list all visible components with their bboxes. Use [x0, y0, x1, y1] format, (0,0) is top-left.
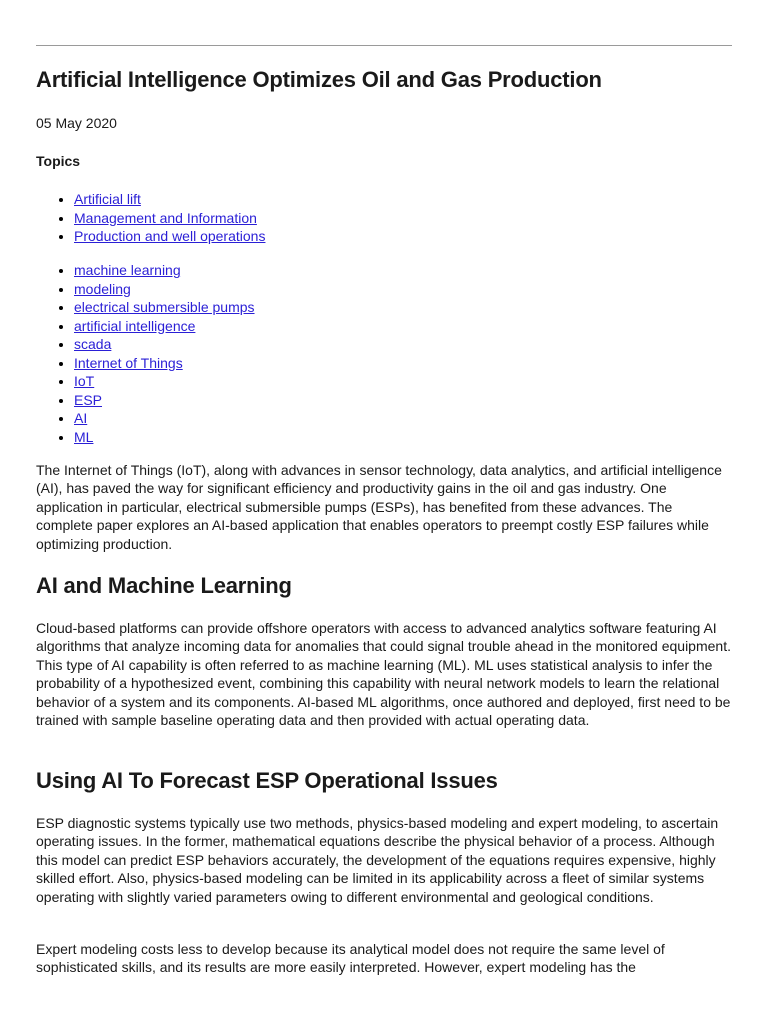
tags-list	[36, 261, 255, 446]
tag-item	[74, 409, 255, 428]
topic-link-artificial-lift[interactable]: Artificial lift	[74, 191, 141, 207]
section-heading-ai-and-machine-learning: AI and Machine Learning	[36, 573, 292, 598]
top-divider	[36, 45, 732, 46]
section-paragraph: ESP diagnostic systems typically use two methods, physics-based modeling and expert modeling, to ascertain operating issues. In the former, mathematical equations describe the physical behavior of a process. Although this model can predict ESP behaviors accurately, the development of the equations requires expensive, highly skilled effort. Also, physics-based modeling can be limited in its applicability across a fleet of similar systems operating with slightly varied parameters owing to different environmental and geological conditions.	[36, 815, 719, 905]
section-paragraph: Cloud-based platforms can provide offshore operators with access to advanced analytics software featuring AI algorithms that analyze incoming data for anomalies that could signal trouble ahead in the monitored equipment. This type of AI capability is often referred to as machine learning (ML). ML uses statistical analysis to infer the probability of a hypothesized event, combining this capability with neural network models to learn the relational behavior of a system and its components. AI-based ML algorithms, once authored and deployed, first need to be trained with sample baseline operating data and then provided with actual operating data.	[36, 620, 731, 729]
tag-link-scada[interactable]: scada	[74, 336, 112, 352]
topics-heading: Topics	[36, 153, 81, 169]
publish-date: 05 May 2020	[36, 115, 117, 131]
tag-link-ai[interactable]: AI	[74, 410, 88, 426]
tag-item	[74, 391, 255, 410]
topic-item	[74, 209, 265, 228]
topic-link-production-and-well-operations[interactable]: Production and well operations	[74, 228, 266, 244]
topic-item	[74, 227, 265, 246]
tag-item	[74, 280, 255, 299]
tag-item	[74, 317, 255, 336]
section-paragraph: Expert modeling costs less to develop because its analytical model does not require the same level of sophisticated skills, and its results are more easily interpreted. However, expert modeling has the	[36, 941, 665, 976]
topic-item	[74, 190, 265, 209]
tag-link-iot[interactable]: IoT	[74, 373, 95, 389]
tag-link-artificial-intelligence[interactable]: artificial intelligence	[74, 317, 196, 334]
tag-link-ml[interactable]: ML	[74, 428, 94, 445]
article-title: Artificial Intelligence Optimizes Oil and Gas Production	[36, 67, 602, 92]
tag-item	[74, 354, 255, 373]
tag-link-machine-learning[interactable]: machine learning	[74, 262, 181, 278]
topics-list	[36, 190, 265, 246]
intro-paragraph: The Internet of Things (IoT), along with advances in sensor technology, data analytics, and artificial intelligence (AI), has paved the way for significant efficiency and productivity gains in the oil and gas industry. One application in particular, electrical submersible pumps (ESPs), has benefited from these advances. The complete paper explores an AI-based application that enables operators to preempt costly ESP failures while optimizing production.	[36, 462, 722, 552]
tag-item	[74, 372, 255, 391]
tag-link-modeling[interactable]: modeling	[74, 280, 131, 297]
tag-link-esp[interactable]: ESP	[74, 391, 103, 408]
tag-link-electrical-submersible-pumps[interactable]: electrical submersible pumps	[74, 299, 255, 315]
topic-link-management-and-information[interactable]: Management and Information	[74, 209, 257, 226]
tag-item	[74, 298, 255, 317]
tag-link-internet-of-things[interactable]: Internet of Things	[74, 354, 183, 371]
tag-item	[74, 428, 255, 447]
section-heading-forecast-esp-issues: Using AI To Forecast ESP Operational Issues	[36, 768, 498, 793]
tag-item	[74, 261, 255, 280]
tag-item	[74, 335, 255, 354]
